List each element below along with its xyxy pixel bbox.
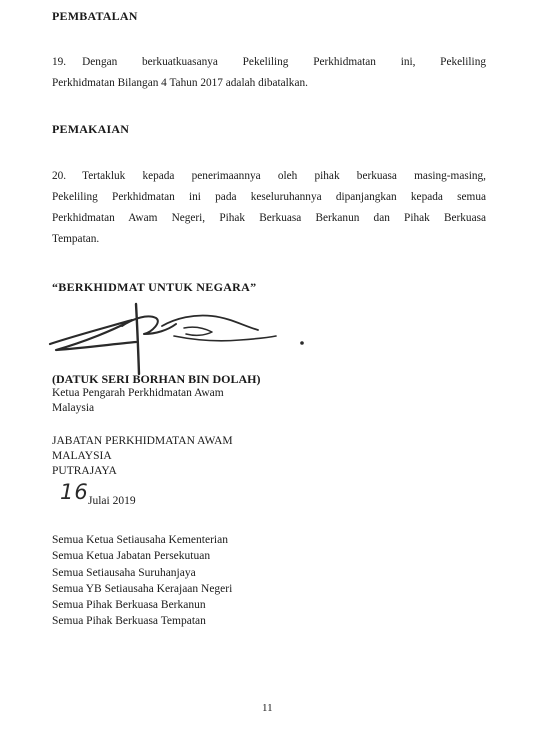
paragraph-20-number: 20. — [52, 170, 67, 182]
paragraph-20-line-1: 20. Tertakluk kepada penerimaannya oleh pihak berkuasa masing-masing, — [52, 170, 486, 182]
distribution-item: Semua Ketua Jabatan Persekutuan — [52, 550, 211, 563]
address-line-1: JABATAN PERKHIDMATAN AWAM — [52, 435, 233, 447]
distribution-list — [52, 532, 232, 630]
paragraph-19-number: 19. — [52, 56, 67, 68]
paragraph-19-line-1: 19. Dengan berkuatkuasanya Pekeliling Perkhidmatan ini, Pekeliling — [52, 56, 486, 68]
address-line-3: PUTRAJAYA — [52, 465, 117, 477]
paragraph-20-line-3: Perkhidmatan Awam Negeri, Pihak Berkuasa Berkanun dan Pihak Berkuasa — [52, 212, 486, 224]
section-heading-pembatalan: PEMBATALAN — [52, 9, 138, 23]
paragraph-20-line-4: Tempatan. — [52, 233, 100, 245]
distribution-item: Semua Setiausaha Suruhanjaya — [52, 566, 196, 579]
distribution-item: Semua Pihak Berkuasa Tempatan — [52, 615, 206, 628]
paragraph-20-line-2: Pekeliling Perkhidmatan ini pada keseluruhannya dipanjangkan kepada semua — [52, 191, 486, 203]
distribution-item: Semua YB Setiausaha Kerajaan Negeri — [52, 582, 233, 595]
signature-mark — [44, 296, 324, 376]
page-number: 11 — [262, 702, 273, 714]
paragraph-20 — [52, 166, 486, 250]
date-day-handwritten: 16 — [60, 480, 89, 504]
date-month-year: Julai 2019 — [88, 495, 136, 507]
paragraph-19-line-2: Perkhidmatan Bilangan 4 Tahun 2017 adalah dibatalkan. — [52, 77, 308, 89]
address-line-2: MALAYSIA — [52, 450, 112, 462]
distribution-item: Semua Ketua Setiausaha Kementerian — [52, 534, 228, 546]
signatory-title-line-2: Malaysia — [52, 402, 95, 414]
paragraph-19 — [52, 52, 486, 94]
section-heading-pemakaian: PEMAKAIAN — [52, 122, 130, 136]
signatory-title-line-1: Ketua Pengarah Perkhidmatan Awam — [52, 387, 224, 399]
distribution-item: Semua Pihak Berkuasa Berkanun — [52, 599, 206, 612]
motto: “BERKHIDMAT UNTUK NEGARA” — [52, 280, 257, 294]
signatory-name: (DATUK SERI BORHAN BIN DOLAH) — [52, 372, 261, 386]
